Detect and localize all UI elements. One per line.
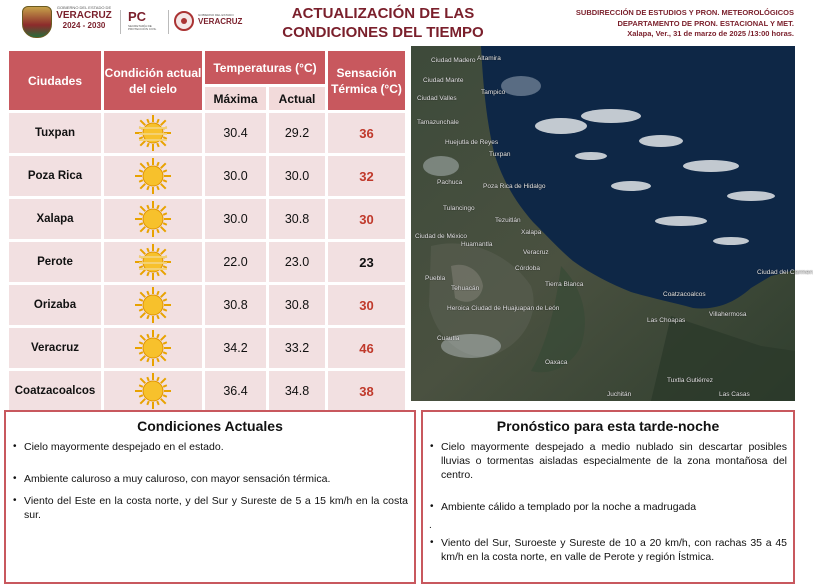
max-temp: 30.8 — [205, 285, 266, 325]
city-name: Coatzacoalcos — [9, 371, 101, 411]
map-city-label: Oaxaca — [545, 359, 568, 366]
sensation-temp: 46 — [328, 328, 405, 368]
col-header-condition: Condición actual del cielo — [104, 51, 202, 110]
map-city-label: Tulancingo — [443, 205, 475, 212]
sun-haze-icon — [104, 113, 202, 153]
actual-temp: 30.8 — [269, 199, 325, 239]
map-city-label: Tamazunchale — [417, 119, 459, 126]
map-city-label: Ciudad del Carmen — [757, 269, 813, 276]
civil-protection-logo — [128, 10, 168, 31]
max-temp: 30.0 — [205, 199, 266, 239]
map-city-label: Veracruz — [523, 249, 549, 256]
government-logo — [56, 6, 112, 30]
map-city-label: Tezuitlán — [495, 217, 521, 224]
city-name: Tuxpan — [9, 113, 101, 153]
map-city-label: Las Choapas — [647, 317, 686, 324]
satellite-image — [411, 46, 795, 401]
map-city-label: Tuxtla Gutiérrez — [667, 377, 713, 384]
map-city-label: Coatzacoalcos — [663, 291, 706, 298]
city-name: Xalapa — [9, 199, 101, 239]
page-title-line2: CONDICIONES DEL TIEMPO — [282, 24, 484, 41]
max-temp: 34.2 — [205, 328, 266, 368]
veracruz-logo — [198, 14, 242, 26]
map-city-label: Poza Rica de Hidalgo — [483, 183, 546, 190]
sensation-temp: 30 — [328, 285, 405, 325]
current-conditions-list — [6, 440, 414, 522]
map-city-label: Xalapa — [521, 229, 542, 236]
gov-logo-line1: GOBIERNO DEL ESTADO DE — [56, 5, 112, 10]
table-row — [9, 328, 405, 368]
map-city-label: Ciudad Mante — [423, 77, 464, 84]
map-city-label: Huamantla — [461, 241, 493, 248]
max-temp: 22.0 — [205, 242, 266, 282]
weather-table — [6, 48, 408, 414]
page-title — [270, 4, 496, 42]
list-item: • Cielo mayormente despejado en el estado. — [12, 440, 408, 454]
col-header-max: Máxima — [205, 87, 266, 110]
office-line2: DEPARTAMENTO DE PRON. ESTACIONAL Y MET. — [617, 18, 794, 28]
veracruz-logo-small: GOBIERNO DEL ESTADO — [198, 13, 234, 17]
map-city-label: Villahermosa — [709, 311, 747, 318]
actual-temp: 30.8 — [269, 285, 325, 325]
col-header-actual: Actual — [269, 87, 325, 110]
map-city-label: Juchitán — [607, 391, 632, 398]
page-header — [0, 0, 800, 46]
seal-icon — [174, 11, 194, 31]
veracruz-logo-text: VERACRUZ — [198, 17, 243, 26]
table-row — [9, 199, 405, 239]
table-row — [9, 242, 405, 282]
map-city-label: Las Casas — [719, 391, 750, 398]
table-row — [9, 285, 405, 325]
actual-temp: 29.2 — [269, 113, 325, 153]
stray-dot: . — [429, 520, 432, 531]
map-city-label: Heroica Ciudad de Huajuapan de León — [447, 305, 560, 312]
list-item: • Cielo mayormente despejado a medio nublado sin descartar posibles lluvias o tormentas aisladas especialmente de la zona montañosa del centro. — [429, 440, 787, 482]
map-city-label: Altamira — [477, 55, 501, 62]
max-temp: 30.4 — [205, 113, 266, 153]
map-city-label: Tampico — [481, 89, 506, 96]
city-name: Veracruz — [9, 328, 101, 368]
city-name: Orizaba — [9, 285, 101, 325]
map-city-label: Córdoba — [515, 265, 540, 272]
forecast-list — [423, 440, 793, 514]
col-header-sensation: Sensación Térmica (°C) — [328, 51, 405, 110]
sensation-temp: 30 — [328, 199, 405, 239]
sun-icon — [104, 371, 202, 411]
sensation-temp: 38 — [328, 371, 405, 411]
max-temp: 30.0 — [205, 156, 266, 196]
sun-icon — [104, 199, 202, 239]
actual-temp: 30.0 — [269, 156, 325, 196]
sensation-temp: 36 — [328, 113, 405, 153]
sun-haze-icon — [104, 242, 202, 282]
col-header-temperatures: Temperaturas (°C) — [205, 51, 325, 84]
current-conditions-title: Condiciones Actuales — [137, 418, 283, 434]
table-row — [9, 371, 405, 411]
actual-temp: 34.8 — [269, 371, 325, 411]
sun-icon — [104, 285, 202, 325]
map-city-label: Cuautla — [437, 335, 460, 342]
pc-logo-text: PC — [128, 9, 147, 24]
list-item: • Viento del Este en la costa norte, y del Sur y Sureste de 5 a 15 km/h en la costa sur. — [12, 494, 408, 522]
sun-icon — [104, 156, 202, 196]
sun-icon — [104, 328, 202, 368]
city-name: Poza Rica — [9, 156, 101, 196]
map-city-label: Tierra Blanca — [545, 281, 584, 288]
actual-temp: 33.2 — [269, 328, 325, 368]
map-city-label: Ciudad Valles — [417, 95, 457, 102]
list-item: • Ambiente cálido a templado por la noche a madrugada — [429, 500, 787, 514]
map-city-label: Puebla — [425, 275, 446, 282]
satellite-map — [411, 46, 813, 401]
table-row — [9, 156, 405, 196]
pc-logo-subtext: SECRETARÍA DE PROTECCIÓN CIVIL — [128, 24, 157, 31]
office-line1: SUBDIRECCIÓN DE ESTUDIOS Y PRON. METEOROLÓGICOS — [575, 8, 794, 17]
map-city-label: Ciudad de México — [415, 233, 468, 240]
max-temp: 36.4 — [205, 371, 266, 411]
page-title-line1: ACTUALIZACIÓN DE LAS — [291, 5, 475, 22]
forecast-list-cont — [423, 536, 793, 564]
issue-date: Xalapa, Ver., 31 de marzo de 2025 /13:00 horas. — [627, 29, 794, 38]
list-item: • Ambiente caluroso a muy caluroso, con mayor sensación térmica. — [12, 472, 408, 486]
header-divider — [120, 10, 121, 34]
issuing-office — [504, 8, 794, 40]
state-coat-of-arms-logo — [22, 6, 52, 38]
sensation-temp: 32 — [328, 156, 405, 196]
forecast-panel — [421, 410, 795, 584]
actual-temp: 23.0 — [269, 242, 325, 282]
header-divider — [168, 10, 169, 34]
forecast-title: Pronóstico para esta tarde-noche — [496, 418, 720, 434]
col-header-cities: Ciudades — [9, 51, 101, 110]
current-conditions-panel — [4, 410, 416, 584]
sensation-temp: 23 — [328, 242, 405, 282]
map-city-label: Tehuacán — [451, 285, 480, 292]
table-row — [9, 113, 405, 153]
gov-logo-line2: VERACRUZ — [56, 10, 112, 21]
list-item: • Viento del Sur, Suroeste y Sureste de 10 a 20 km/h, con rachas 35 a 45 km/h en la costa norte, en valle de Perote y región Ístmica. — [429, 536, 787, 564]
city-name: Perote — [9, 242, 101, 282]
map-city-label: Pachuca — [437, 179, 463, 186]
map-city-label: Ciudad Madero — [431, 57, 476, 64]
map-city-label: Huejutla de Reyes — [445, 139, 499, 146]
map-city-label: Tuxpan — [489, 151, 511, 158]
gov-logo-line3: 2024 - 2030 — [62, 21, 106, 30]
